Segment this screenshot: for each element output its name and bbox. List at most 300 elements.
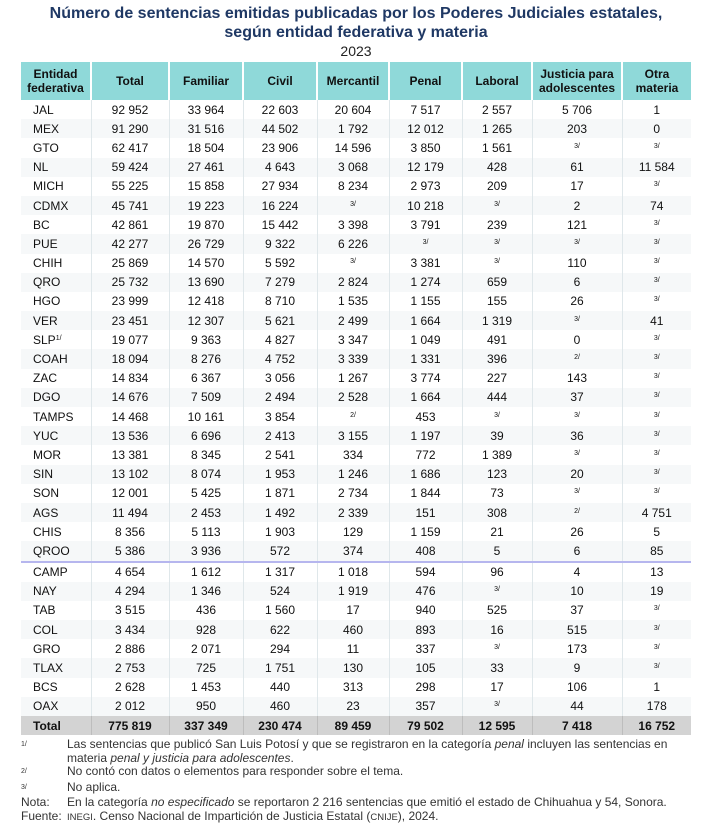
cell-justicia-adolescentes: 121 xyxy=(532,215,622,234)
table-row xyxy=(21,311,691,330)
cell-penal: 2 973 xyxy=(389,177,462,196)
cell-entidad: QROO xyxy=(21,541,91,561)
cell-justicia-adolescentes: 61 xyxy=(532,158,622,177)
cell-total: 19 077 xyxy=(91,330,169,349)
cell-laboral: 491 xyxy=(462,330,532,349)
cell-laboral: 155 xyxy=(462,292,532,311)
cell-familiar: 19 870 xyxy=(169,215,243,234)
footnote-1-text-a: Las sentencias que publicó San Luis Potosí y que se registraron en la categoría xyxy=(67,737,495,751)
cell-familiar: 13 690 xyxy=(169,273,243,292)
cell-laboral: 396 xyxy=(462,349,532,368)
cell-total: 8 356 xyxy=(91,522,169,541)
cell-otra-materia: 3/ xyxy=(653,488,660,496)
cell-otra-materia: 3/ xyxy=(622,388,691,407)
cell-familiar: 31 516 xyxy=(169,119,243,138)
cell-otra-materia: 3/ xyxy=(653,411,660,419)
cell-laboral: 1 265 xyxy=(462,119,532,138)
cell-otra-materia: 3/ xyxy=(653,643,660,651)
cell-total: 3 515 xyxy=(91,601,169,620)
cell-mercantil: 11 xyxy=(317,639,389,658)
cell-mercantil: 3 155 xyxy=(317,426,389,445)
table-row xyxy=(21,562,691,582)
cell-total: 42 861 xyxy=(91,215,169,234)
cell-mercantil: 1 535 xyxy=(317,292,389,311)
cell-entidad: OAX xyxy=(21,697,91,716)
cell-civil: 4 752 xyxy=(243,349,317,368)
cell-otra-materia: 3/ xyxy=(653,296,660,304)
cell-penal: 12 179 xyxy=(389,158,462,177)
cell-otra-materia: 3/ xyxy=(622,349,691,368)
cell-familiar: 3 936 xyxy=(169,541,243,561)
cell-mercantil: 8 234 xyxy=(317,177,389,196)
cell-entidad: DGO xyxy=(21,388,91,407)
table-row xyxy=(21,158,691,177)
cell-penal: 3 381 xyxy=(389,254,462,273)
cell-laboral: 1 319 xyxy=(462,311,532,330)
cell-total: 13 536 xyxy=(91,426,169,445)
cell-familiar: 7 509 xyxy=(169,388,243,407)
cell-otra-materia: 13 xyxy=(650,565,664,580)
cell-justicia-adolescentes: 3/ xyxy=(532,445,622,464)
cell-familiar: 10 161 xyxy=(169,407,243,426)
cell-otra-materia: 3/ xyxy=(622,426,691,445)
cell-laboral: 3/ xyxy=(462,254,532,273)
footnote-2 xyxy=(21,765,689,781)
cell-entidad: CHIS xyxy=(21,522,91,541)
cell-mercantil: 130 xyxy=(317,658,389,677)
cell-laboral: 3/ xyxy=(462,639,532,658)
cell-familiar: 15 858 xyxy=(169,177,243,196)
cell-justicia-adolescentes: 6 xyxy=(532,541,622,561)
table-row xyxy=(21,465,691,484)
total-laboral: 12 595 xyxy=(462,716,532,735)
cell-entidad: PUE xyxy=(21,234,91,253)
cell-laboral: 3/ xyxy=(462,234,532,253)
cell-civil: 1 751 xyxy=(243,658,317,677)
cell-otra-materia: 3/ xyxy=(653,142,660,150)
cell-penal: 337 xyxy=(389,639,462,658)
cell-penal: 1 331 xyxy=(389,349,462,368)
cell-laboral: 525 xyxy=(462,601,532,620)
cell-familiar: 19 223 xyxy=(169,196,243,215)
cell-penal: 151 xyxy=(389,503,462,522)
table-row xyxy=(21,292,691,311)
cell-entidad: MEX xyxy=(21,119,91,138)
cell-familiar: 14 570 xyxy=(169,254,243,273)
cell-total: 2 886 xyxy=(91,639,169,658)
cell-civil: 23 906 xyxy=(243,138,317,157)
cell-otra-materia: 1 xyxy=(653,102,661,117)
cell-justicia-adolescentes: 20 xyxy=(532,465,622,484)
cell-entidad: NAY xyxy=(21,582,91,601)
cell-justicia-adolescentes: 26 xyxy=(532,522,622,541)
cell-total: 2 628 xyxy=(91,678,169,697)
cell-entidad: GRO xyxy=(21,639,91,658)
cell-mercantil: 3 068 xyxy=(317,158,389,177)
report-title xyxy=(0,4,712,42)
cell-total: 13 102 xyxy=(91,465,169,484)
cell-mercantil: 20 604 xyxy=(317,100,389,119)
cell-mercantil: 129 xyxy=(317,522,389,541)
cell-civil: 1 953 xyxy=(243,465,317,484)
cell-otra-materia: 0 xyxy=(622,119,691,138)
cell-entidad: TAMPS xyxy=(21,407,91,426)
cell-civil: 4 827 xyxy=(243,330,317,349)
cell-entidad: CAMP xyxy=(21,562,91,582)
cell-laboral: 3/ xyxy=(462,407,532,426)
cell-mercantil: 374 xyxy=(317,541,389,561)
cell-civil: 2 494 xyxy=(243,388,317,407)
cell-mercantil: 460 xyxy=(317,620,389,639)
cell-otra-materia: 41 xyxy=(622,311,691,330)
table-row xyxy=(21,215,691,234)
cell-penal: 1 197 xyxy=(389,426,462,445)
cell-laboral: 2 557 xyxy=(462,100,532,119)
cell-total: 23 999 xyxy=(91,292,169,311)
cell-total: 23 451 xyxy=(91,311,169,330)
cell-mercantil: 3 347 xyxy=(317,330,389,349)
source-label: Fuente: xyxy=(21,808,62,823)
cell-penal: 408 xyxy=(389,541,462,561)
note-text-a: En la categoría xyxy=(67,795,152,809)
cell-entidad: COL xyxy=(21,620,91,639)
cell-civil: 22 603 xyxy=(243,100,317,119)
cell-justicia-adolescentes: 10 xyxy=(532,582,622,601)
cell-mercantil: 2 499 xyxy=(317,311,389,330)
table-row xyxy=(21,678,691,697)
cell-mercantil: 2 528 xyxy=(317,388,389,407)
cell-penal: 453 xyxy=(389,407,462,426)
cell-entidad: JAL xyxy=(21,100,91,119)
cell-total: 18 094 xyxy=(91,349,169,368)
source xyxy=(21,810,689,825)
cell-familiar: 12 418 xyxy=(169,292,243,311)
title-line-1: Número de sentencias emitidas publicadas por los Poderes Judiciales estatales, xyxy=(49,5,663,22)
source-acronym: CNIJE xyxy=(370,811,398,823)
footnote-1-text-e: . xyxy=(290,750,294,765)
cell-familiar: 27 461 xyxy=(169,158,243,177)
cell-familiar: 1 453 xyxy=(169,678,243,697)
cell-laboral: 659 xyxy=(462,273,532,292)
cell-justicia-adolescentes: 5 706 xyxy=(532,100,622,119)
cell-laboral: 1 389 xyxy=(462,445,532,464)
cell-laboral: 428 xyxy=(462,158,532,177)
table-row xyxy=(21,388,691,407)
table-row xyxy=(21,349,691,368)
cell-mercantil: 6 226 xyxy=(317,234,389,253)
cell-familiar: 9 363 xyxy=(169,330,243,349)
header-total: Total xyxy=(91,62,169,100)
cell-justicia-adolescentes: 3/ xyxy=(532,311,622,330)
cell-justicia-adolescentes: 3/ xyxy=(532,138,622,157)
cell-mercantil: 3/ xyxy=(317,254,389,273)
cell-otra-materia: 4 751 xyxy=(622,503,691,522)
cell-penal: 893 xyxy=(389,620,462,639)
cell-justicia-adolescentes: 2/ xyxy=(532,503,622,522)
cell-otra-materia: 85 xyxy=(622,541,691,561)
total-row xyxy=(21,716,691,735)
cell-familiar: 1 346 xyxy=(169,582,243,601)
cell-otra-materia: 3/ xyxy=(622,273,691,292)
cell-laboral: 444 xyxy=(462,388,532,407)
cell-laboral: 1 561 xyxy=(462,138,532,157)
cell-total: 55 225 xyxy=(91,177,169,196)
cell-familiar: 18 504 xyxy=(169,138,243,157)
header-entidad: Entidad federativa xyxy=(21,62,91,100)
cell-laboral: 3/ xyxy=(462,196,532,215)
table-row xyxy=(21,138,691,157)
cell-familiar: 26 729 xyxy=(169,234,243,253)
cell-laboral: 3/ xyxy=(462,582,532,601)
cell-laboral: 17 xyxy=(462,678,532,697)
cell-justicia-adolescentes: 37 xyxy=(532,388,622,407)
cell-total: 5 386 xyxy=(91,541,169,561)
cell-justicia-adolescentes: 203 xyxy=(532,119,622,138)
cell-total: 14 676 xyxy=(91,388,169,407)
cell-penal: 772 xyxy=(389,445,462,464)
cell-entidad: COAH xyxy=(21,349,91,368)
cell-civil: 44 502 xyxy=(243,119,317,138)
total-otra-materia: 16 752 xyxy=(622,716,691,735)
footnote-1-text-c: incluyen las sentencias en materia xyxy=(67,737,668,765)
header-row xyxy=(21,62,691,100)
cell-penal: 12 012 xyxy=(389,119,462,138)
cell-entidad: SIN xyxy=(21,465,91,484)
cell-otra-materia: 3/ xyxy=(622,465,691,484)
table-row xyxy=(21,541,691,561)
cell-entidad: GTO xyxy=(21,138,91,157)
cell-total: 25 869 xyxy=(91,254,169,273)
cell-mercantil: 3/ xyxy=(317,196,389,215)
cell-laboral: 96 xyxy=(462,562,532,582)
table-row xyxy=(21,620,691,639)
total-total: 775 819 xyxy=(91,716,169,735)
cell-entidad: YUC xyxy=(21,426,91,445)
table-row xyxy=(21,658,691,677)
cell-total: 13 381 xyxy=(91,445,169,464)
cell-entidad: AGS xyxy=(21,503,91,522)
cell-penal: 1 159 xyxy=(389,522,462,541)
cell-total: 59 424 xyxy=(91,158,169,177)
cell-penal: 3 774 xyxy=(389,369,462,388)
cell-familiar: 2 071 xyxy=(169,639,243,658)
header-laboral: Laboral xyxy=(462,62,532,100)
cell-otra-materia: 3/ xyxy=(622,234,691,253)
total-penal: 79 502 xyxy=(389,716,462,735)
cell-otra-materia: 3/ xyxy=(653,258,660,266)
table-row xyxy=(21,601,691,620)
cell-laboral: 308 xyxy=(462,503,532,522)
cell-justicia-adolescentes: 515 xyxy=(532,620,622,639)
cell-entidad: HGO xyxy=(21,292,91,311)
report-year: 2023 xyxy=(340,43,372,59)
cell-civil: 5 592 xyxy=(243,254,317,273)
table-row xyxy=(21,234,691,253)
cell-justicia-adolescentes: 110 xyxy=(532,254,622,273)
cell-penal: 3 791 xyxy=(389,215,462,234)
cell-mercantil: 2 339 xyxy=(317,503,389,522)
table-row xyxy=(21,445,691,464)
cell-justicia-adolescentes: 37 xyxy=(532,601,622,620)
cell-justicia-adolescentes: 9 xyxy=(532,658,622,677)
cell-familiar: 1 612 xyxy=(169,562,243,582)
cell-penal: 1 664 xyxy=(389,311,462,330)
cell-entidad: MOR xyxy=(21,445,91,464)
cell-civil: 27 934 xyxy=(243,177,317,196)
cell-penal: 1 049 xyxy=(389,330,462,349)
cell-mercantil: 14 596 xyxy=(317,138,389,157)
table-row xyxy=(21,119,691,138)
cell-justicia-adolescentes: 106 xyxy=(532,678,622,697)
cell-penal: 357 xyxy=(389,697,462,716)
cell-entidad: BCS xyxy=(21,678,91,697)
cell-justicia-adolescentes: 36 xyxy=(532,426,622,445)
cell-familiar: 6 696 xyxy=(169,426,243,445)
cell-mercantil: 2 824 xyxy=(317,273,389,292)
cell-laboral: 73 xyxy=(462,484,532,503)
cell-mercantil: 2 734 xyxy=(317,484,389,503)
cell-total: 2 753 xyxy=(91,658,169,677)
cell-entidad: BC xyxy=(21,215,91,234)
footnote-1-marker: 1/ xyxy=(21,741,27,748)
table-row xyxy=(21,254,691,273)
footnotes xyxy=(21,738,689,824)
cell-penal: 940 xyxy=(389,601,462,620)
cell-entidad: TAB xyxy=(21,601,91,620)
total-familiar: 337 349 xyxy=(169,716,243,735)
cell-penal: 3 850 xyxy=(389,138,462,157)
footnote-3-text: No aplica. xyxy=(67,779,121,794)
cell-civil: 1 492 xyxy=(243,503,317,522)
cell-laboral: 239 xyxy=(462,215,532,234)
cell-justicia-adolescentes: 44 xyxy=(532,697,622,716)
cell-mercantil: 313 xyxy=(317,678,389,697)
cell-mercantil: 1 018 xyxy=(317,562,389,582)
total-label: Total xyxy=(21,716,91,735)
cell-laboral: 123 xyxy=(462,465,532,484)
cell-entidad: TLAX xyxy=(21,658,91,677)
cell-civil: 16 224 xyxy=(243,196,317,215)
cell-justicia-adolescentes: 26 xyxy=(532,292,622,311)
cell-penal: 1 844 xyxy=(389,484,462,503)
cell-penal: 1 274 xyxy=(389,273,462,292)
table-row xyxy=(21,196,691,215)
cell-justicia-adolescentes: 3/ xyxy=(532,234,622,253)
cell-entidad: SON xyxy=(21,484,91,503)
cell-laboral: 21 xyxy=(462,522,532,541)
cell-civil: 460 xyxy=(243,697,317,716)
cell-familiar: 928 xyxy=(169,620,243,639)
cell-otra-materia: 3/ xyxy=(653,219,660,227)
cell-familiar: 12 307 xyxy=(169,311,243,330)
cell-total: 12 001 xyxy=(91,484,169,503)
cell-penal: 105 xyxy=(389,658,462,677)
cell-entidad: ZAC xyxy=(21,369,91,388)
source-text-d: ), 2024. xyxy=(397,808,439,823)
footnote-1-text-b: penal xyxy=(494,737,524,751)
header-otra-materia: Otra materia xyxy=(622,62,691,100)
cell-total: 14 834 xyxy=(91,369,169,388)
cell-mercantil: 1 792 xyxy=(317,119,389,138)
cell-familiar: 725 xyxy=(169,658,243,677)
header-familiar: Familiar xyxy=(169,62,243,100)
note-text-c: se reportaron 2 216 sentencias que emitió el estado de Chihuahua y 54, Sonora. xyxy=(234,795,667,809)
cell-justicia-adolescentes: 2 xyxy=(532,196,622,215)
header-mercantil: Mercantil xyxy=(317,62,389,100)
table-row xyxy=(21,582,691,601)
cell-total: 42 277 xyxy=(91,234,169,253)
total-mercantil: 89 459 xyxy=(317,716,389,735)
cell-otra-materia: 178 xyxy=(622,697,691,716)
footnote-1-text-d: penal y justicia para adolescentes xyxy=(110,750,291,765)
cell-civil: 440 xyxy=(243,678,317,697)
cell-total: 4 654 xyxy=(91,562,169,582)
cell-total: 92 952 xyxy=(91,100,169,119)
cell-entidad: CDMX xyxy=(21,196,91,215)
cell-penal: 10 218 xyxy=(389,196,462,215)
cell-civil: 572 xyxy=(243,541,317,561)
header-civil: Civil xyxy=(243,62,317,100)
cell-entidad: $SLP^{1/}$ xyxy=(21,330,91,349)
cell-mercantil: 3 339 xyxy=(317,349,389,368)
cell-civil: 3 854 xyxy=(243,407,317,426)
cell-civil: 1 903 xyxy=(243,522,317,541)
table-row xyxy=(21,330,691,349)
cell-civil: 2 541 xyxy=(243,445,317,464)
cell-familiar: 8 276 xyxy=(169,349,243,368)
cell-civil: 1 871 xyxy=(243,484,317,503)
cell-familiar: 2 453 xyxy=(169,503,243,522)
cell-otra-materia: 74 xyxy=(622,196,691,215)
cell-otra-materia: 19 xyxy=(622,582,691,601)
cell-total: 25 732 xyxy=(91,273,169,292)
cell-mercantil: 334 xyxy=(317,445,389,464)
cell-civil: 524 xyxy=(243,582,317,601)
cell-penal: 476 xyxy=(389,582,462,601)
cell-total: 14 468 xyxy=(91,407,169,426)
cell-civil: 9 322 xyxy=(243,234,317,253)
cell-otra-materia: 3/ xyxy=(653,605,660,613)
table-row xyxy=(21,369,691,388)
cell-justicia-adolescentes: 0 xyxy=(532,330,622,349)
table-row xyxy=(21,426,691,445)
cell-civil: 15 442 xyxy=(243,215,317,234)
cell-civil: 1 317 xyxy=(243,562,317,582)
cell-justicia-adolescentes: 4 xyxy=(532,562,622,582)
cell-otra-materia: 3/ xyxy=(622,658,691,677)
cell-mercantil: 3 398 xyxy=(317,215,389,234)
cell-penal: 1 686 xyxy=(389,465,462,484)
footnote-2-marker: 2/ xyxy=(21,768,27,775)
cell-otra-materia: 5 xyxy=(653,524,661,539)
table-row xyxy=(21,639,691,658)
cell-entidad: QRO xyxy=(21,273,91,292)
cell-laboral: 3/ xyxy=(462,697,532,716)
cell-civil: 294 xyxy=(243,639,317,658)
cell-total: 2 012 xyxy=(91,697,169,716)
cell-familiar: 5 425 xyxy=(169,484,243,503)
cell-justicia-adolescentes: 143 xyxy=(532,369,622,388)
cell-penal: 3/ xyxy=(389,234,462,253)
cell-otra-materia: 3/ xyxy=(653,449,660,457)
source-text-b: . Censo Nacional de Impartición de Justicia Estatal ( xyxy=(92,808,371,823)
cell-justicia-adolescentes: 3/ xyxy=(532,484,622,503)
cell-laboral: 16 xyxy=(462,620,532,639)
cell-civil: 622 xyxy=(243,620,317,639)
cell-justicia-adolescentes: 2/ xyxy=(532,349,622,368)
cell-total: 4 294 xyxy=(91,582,169,601)
title-line-2: según entidad federativa y materia xyxy=(224,24,488,41)
